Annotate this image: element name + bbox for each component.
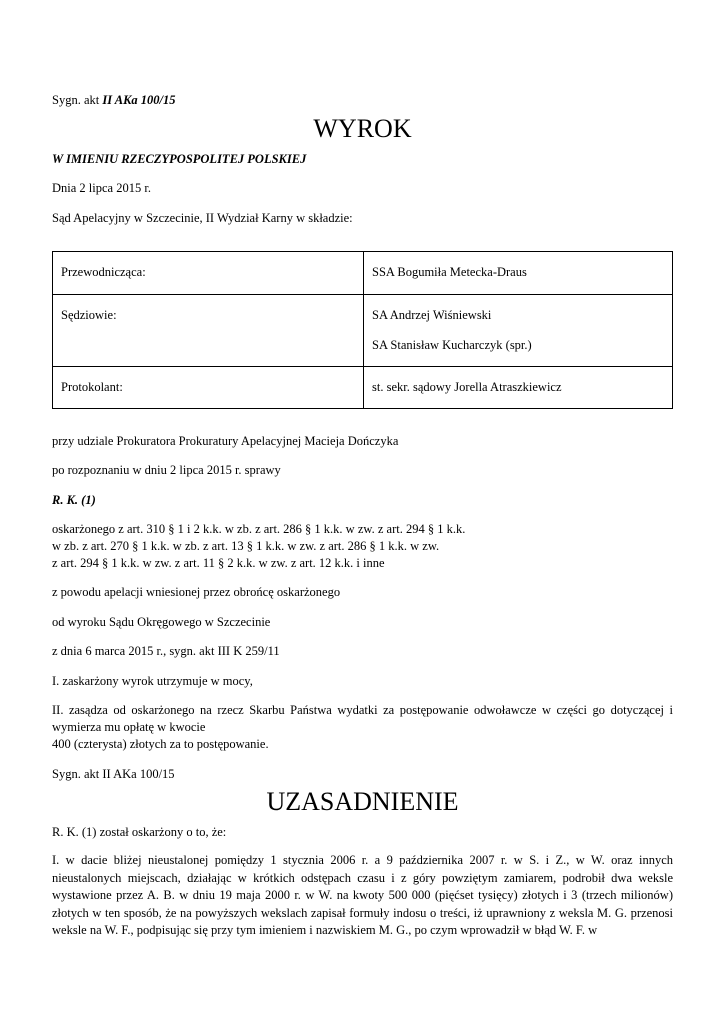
panel-names [364, 295, 673, 367]
justification-title: UZASADNIENIE [266, 787, 459, 816]
document-title: WYROK [313, 114, 412, 143]
ruling-point-2-continuation: 400 (czterysta) złotych za to postępowanie. [52, 737, 269, 751]
charges-line: w zb. z art. 270 § 1 k.k. w zb. z art. 13 § 1 k.k. w zw. z art. 286 § 1 k.k. w zw. [52, 539, 440, 553]
case-signature-number: II AKa 100/15 [102, 93, 176, 107]
panel-names [364, 367, 673, 409]
ruling-point-2: II. zasądza od oskarżonego na rzecz Skarbu Państwa wydatki za postępowanie odwoławcze w części go dotyczącej i wymierza mu opłatę w kwocie [52, 703, 673, 734]
case-signature-prefix: Sygn. akt [52, 93, 103, 107]
panel-name: SSA Bogumiła Metecka-Draus [372, 265, 527, 279]
panel-row [53, 252, 673, 295]
panel-name: SA Stanisław Kucharczyk (spr.) [372, 338, 532, 352]
defendant-name: R. K. (1) [52, 493, 96, 507]
hearing-line: po rozpoznaniu w dniu 2 lipca 2015 r. sprawy [52, 463, 281, 477]
judgment-date-line: z dnia 6 marca 2015 r., sygn. akt III K 259/11 [52, 644, 280, 658]
court-composition: Sąd Apelacyjny w Szczecinie, II Wydział Karny w składzie: [52, 211, 353, 225]
justification-intro: R. K. (1) został oskarżony o to, że: [52, 825, 227, 839]
panel-name: SA Andrzej Wiśniewski [372, 308, 492, 322]
court-panel-table [52, 251, 673, 409]
panel-role: Przewodnicząca: [53, 252, 364, 295]
panel-role: Protokolant: [53, 367, 364, 409]
prosecutor-line: przy udziale Prokuratora Prokuratury Apelacyjnej Macieja Dończyka [52, 434, 399, 448]
panel-names [364, 252, 673, 295]
case-signature [52, 92, 673, 108]
ruling-point-1: I. zaskarżony wyrok utrzymuje w mocy, [52, 674, 253, 688]
charges-line: oskarżonego z art. 310 § 1 i 2 k.k. w zb. z art. 286 § 1 k.k. w zw. z art. 294 § 1 k.k. [52, 522, 466, 536]
judgment-date: Dnia 2 lipca 2015 r. [52, 181, 151, 195]
panel-row [53, 367, 673, 409]
panel-role: Sędziowie: [53, 295, 364, 367]
justification-paragraph: I. w dacie bliżej nieustalonej pomiędzy 1 stycznia 2006 r. a 9 października 2007 r. w S. i Z., w W. oraz innych nieustalonych miejscach, działając w krótkich odstępach czasu i z góry powziętym zamiarem, podrobił dwa weksle wystawione przez A. B. w dniu 19 maja 2000 r. w W. na kwoty 500 000 (pięćset tysięcy) złotych i 3 (trzech milionów) złotych w ten sposób, że na powyższych wekslach zapisał formuły indosu o treści, iż uprawniony z weksla M. G. przenosi weksle na W. F., podpisując się przy tym imieniem i nazwiskiem M. G., po czym wprowadził w błąd W. F. w [52, 853, 673, 937]
appeal-line: z powodu apelacji wniesionej przez obrońcę oskarżonego [52, 585, 341, 599]
case-signature-repeat: Sygn. akt II AKa 100/15 [52, 767, 175, 781]
document-subtitle: W IMIENIU RZECZYPOSPOLITEJ POLSKIEJ [52, 152, 307, 166]
panel-row [53, 295, 673, 367]
panel-name: st. sekr. sądowy Jorella Atraszkiewicz [372, 380, 562, 394]
charges-line: z art. 294 § 1 k.k. w zw. z art. 11 § 2 k.k. w zw. z art. 12 k.k. i inne [52, 556, 385, 570]
from-judgment-line: od wyroku Sądu Okręgowego w Szczecinie [52, 615, 271, 629]
